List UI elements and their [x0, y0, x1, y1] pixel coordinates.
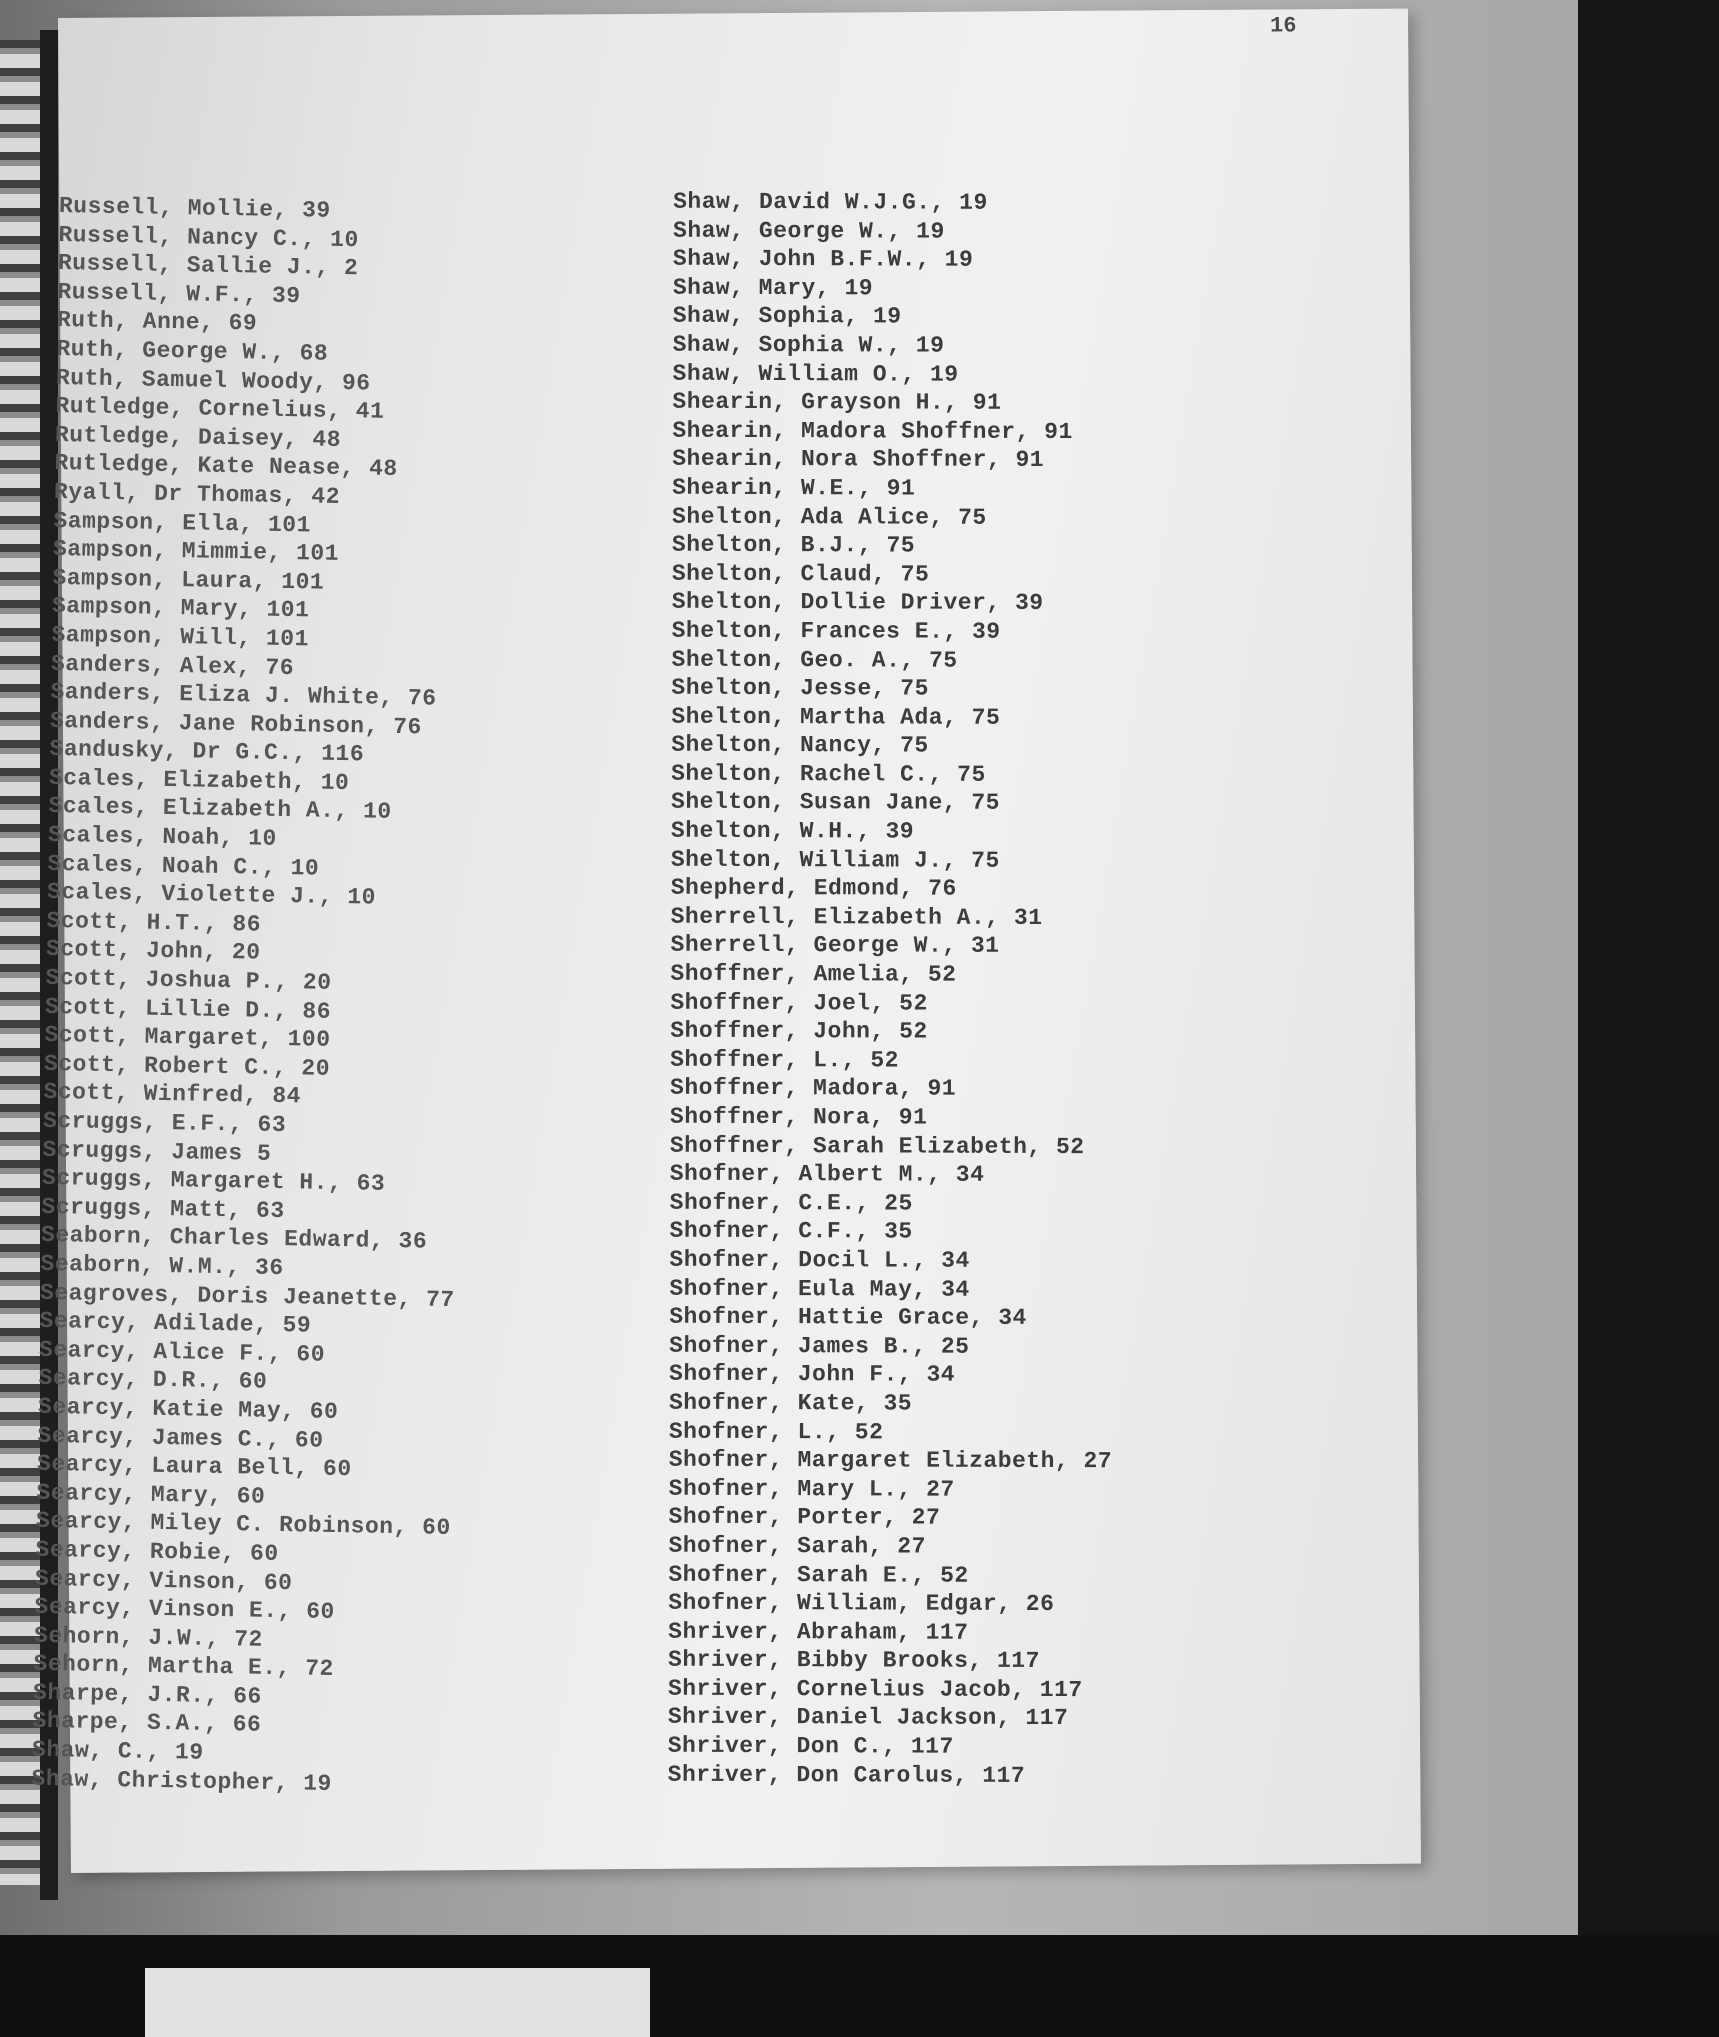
index-entry: Shaw, David W.J.G., 19	[673, 188, 988, 216]
index-entry: Russell, Mollie, 39	[58, 192, 331, 224]
index-entry: Shofner, Sarah, 27	[668, 1532, 926, 1560]
index-entry: Sehorn, Martha E., 72	[33, 1651, 335, 1683]
index-entry: Sampson, Ella, 101	[53, 507, 312, 538]
index-entry: Shriver, Don C., 117	[667, 1732, 954, 1760]
index-entry: Scott, Winfred, 84	[43, 1079, 302, 1110]
index-entry: Scruggs, Matt, 63	[41, 1193, 285, 1224]
index-entry: Shofner, Margaret Elizabeth, 27	[668, 1446, 1113, 1475]
index-entry: Shaw, John B.F.W., 19	[672, 245, 974, 273]
index-entry: Scott, John, 20	[45, 936, 261, 967]
index-entry: Shofner, L., 52	[668, 1418, 884, 1445]
index-entry: Shaw, Christopher, 19	[31, 1765, 333, 1797]
index-entry: Shearin, Nora Shoffner, 91	[672, 446, 1045, 474]
index-entry: Sampson, Will, 101	[51, 621, 310, 653]
index-entry: Shofner, John F., 34	[669, 1361, 956, 1389]
index-entry: Shofner, Docil L., 34	[669, 1246, 970, 1274]
document-page	[31, 9, 1421, 1873]
index-entry: Sharpe, J.R., 66	[32, 1679, 263, 1710]
index-entry: Scruggs, James 5	[42, 1136, 272, 1167]
index-entry: Ruth, George W., 68	[56, 335, 329, 367]
index-entry: Sanders, Alex, 76	[50, 650, 295, 681]
index-entry: Scott, Lillie D., 86	[44, 993, 332, 1025]
index-entry: Sherrell, Elizabeth A., 31	[670, 903, 1043, 931]
index-entry: Searcy, Laura Bell, 60	[36, 1450, 352, 1483]
index-entry: Shriver, Bibby Brooks, 117	[668, 1646, 1040, 1675]
index-entry: Sherrell, George W., 31	[670, 932, 1000, 960]
index-entry: Seagroves, Doris Jeanette, 77	[39, 1279, 455, 1313]
index-entry: Shriver, Abraham, 117	[668, 1618, 969, 1646]
index-entry: Shaw, George W., 19	[673, 217, 945, 245]
index-entry: Sampson, Mimmie, 101	[52, 536, 340, 568]
index-entry: Shoffner, L., 52	[670, 1046, 900, 1074]
index-entry: Scruggs, E.F., 63	[42, 1107, 287, 1139]
index-entry: Searcy, D.R., 60	[38, 1365, 268, 1396]
index-entry: Shofner, Porter, 27	[668, 1504, 941, 1531]
index-entry: Scales, Violette J., 10	[46, 879, 377, 911]
index-entry: Searcy, Alice F., 60	[38, 1336, 326, 1368]
index-entry: Shelton, Geo. A., 75	[671, 646, 958, 674]
index-entry: Shoffner, Joel, 52	[670, 989, 928, 1017]
index-entry: Shofner, William, Edgar, 26	[668, 1589, 1055, 1618]
index-entry: Ruth, Anne, 69	[56, 307, 258, 337]
index-entry: Shaw, Sophia W., 19	[672, 331, 945, 359]
index-entry: Rutledge, Daisey, 48	[54, 421, 342, 453]
index-entry: Sharpe, S.A., 66	[32, 1708, 262, 1739]
index-entry: Shoffner, Madora, 91	[670, 1075, 957, 1103]
bottom-card	[145, 1968, 650, 2037]
index-entry: Scruggs, Margaret H., 63	[41, 1165, 386, 1198]
index-entry: Sanders, Eliza J. White, 76	[50, 679, 437, 712]
index-entry: Shelton, Frances E., 39	[671, 617, 1001, 645]
index-entry: Scales, Elizabeth A., 10	[48, 793, 392, 826]
index-entry: Shaw, William O., 19	[672, 360, 959, 388]
index-entry: Shelton, Rachel C., 75	[671, 760, 986, 788]
index-entry: Scott, Margaret, 100	[44, 1022, 331, 1054]
index-entry: Scott, Robert C., 20	[43, 1050, 331, 1082]
index-entry: Searcy, Mary, 60	[36, 1479, 266, 1510]
index-entry: Shofner, Albert M., 34	[669, 1160, 985, 1188]
index-entry: Russell, Nancy C., 10	[58, 221, 360, 253]
index-entry: Shelton, Jesse, 75	[671, 674, 929, 702]
index-entry: Shelton, Nancy, 75	[671, 731, 929, 759]
index-entry: Scott, Joshua P., 20	[45, 964, 332, 996]
index-entry: Searcy, Vinson E., 60	[34, 1593, 336, 1626]
index-entry: Shelton, Ada Alice, 75	[672, 503, 987, 531]
index-entry: Shriver, Don Carolus, 117	[667, 1761, 1026, 1789]
index-entry: Shriver, Cornelius Jacob, 117	[667, 1675, 1083, 1704]
index-entry: Shearin, W.E., 91	[672, 474, 916, 502]
index-entry: Shaw, C., 19	[31, 1736, 204, 1766]
index-entry: Shoffner, Nora, 91	[669, 1103, 928, 1131]
index-entry: Sampson, Laura, 101	[52, 564, 325, 596]
index-entry: Shofner, Eula May, 34	[669, 1275, 970, 1303]
index-entry: Scott, H.T., 86	[46, 907, 262, 938]
index-entry: Shoffner, John, 52	[670, 1017, 928, 1045]
index-entry: Sampson, Mary, 101	[51, 593, 310, 624]
index-entry: Scales, Elizabeth, 10	[48, 764, 350, 797]
index-entry: Shofner, Mary L., 27	[668, 1475, 955, 1503]
index-column-right	[668, 188, 1117, 1791]
index-entry: Ryall, Dr Thomas, 42	[53, 478, 341, 510]
index-entry: Searcy, Robie, 60	[35, 1536, 279, 1567]
index-entry: Searcy, Vinson, 60	[34, 1565, 293, 1596]
index-entry: Shofner, C.E., 25	[669, 1189, 913, 1217]
index-entry: Shaw, Mary, 19	[672, 274, 874, 302]
index-entry: Russell, Sallie J., 2	[57, 250, 359, 282]
index-entry: Shelton, William J., 75	[670, 846, 1000, 874]
index-entry: Shriver, Daniel Jackson, 117	[667, 1704, 1069, 1732]
index-entry: Scales, Noah C., 10	[47, 850, 320, 882]
index-entry: Sanders, Jane Robinson, 76	[49, 707, 423, 741]
index-entry: Seaborn, W.M., 36	[40, 1250, 284, 1282]
index-entry: Shelton, B.J., 75	[671, 531, 916, 559]
index-entry: Searcy, Katie May, 60	[37, 1393, 339, 1425]
index-entry: Sandusky, Dr G.C., 116	[49, 736, 365, 768]
index-entry: Shearin, Grayson H., 91	[672, 388, 1002, 417]
index-entry: Rutledge, Kate Nease, 48	[54, 450, 398, 483]
index-column-left	[31, 192, 474, 1800]
index-entry: Shofner, C.F., 35	[669, 1218, 913, 1245]
index-entry: Shelton, Susan Jane, 75	[671, 789, 1001, 817]
index-entry: Shelton, Claud, 75	[671, 560, 930, 588]
index-entry: Shofner, Sarah E., 52	[668, 1561, 969, 1589]
index-entry: Shelton, W.H., 39	[670, 817, 915, 845]
index-entry: Shaw, Sophia, 19	[672, 303, 902, 330]
index-entry: Shoffner, Amelia, 52	[670, 960, 957, 988]
index-entry: Russell, W.F., 39	[57, 278, 301, 310]
index-entry: Sehorn, J.W., 72	[33, 1622, 264, 1653]
index-entry: Ruth, Samuel Woody, 96	[55, 364, 371, 397]
index-entry: Shepherd, Edmond, 76	[670, 874, 957, 902]
index-entry: Seaborn, Charles Edward, 36	[40, 1222, 428, 1255]
index-entry: Shofner, Kate, 35	[668, 1389, 913, 1417]
index-entry: Shoffner, Sarah Elizabeth, 52	[669, 1132, 1085, 1160]
index-entry: Shearin, Madora Shoffner, 91	[672, 417, 1073, 445]
dark-background-right	[1578, 0, 1719, 2037]
index-entry: Rutledge, Cornelius, 41	[55, 393, 385, 425]
index-entry: Shofner, Hattie Grace, 34	[669, 1303, 1027, 1332]
index-entry: Shofner, James B., 25	[669, 1332, 970, 1360]
page-number: 16	[1269, 13, 1297, 39]
index-entry: Shelton, Martha Ada, 75	[671, 703, 1001, 731]
index-entry: Searcy, Miley C. Robinson, 60	[35, 1508, 451, 1542]
index-entry: Scales, Noah, 10	[47, 821, 278, 852]
index-entry: Shelton, Dollie Driver, 39	[671, 589, 1044, 617]
index-entry: Searcy, Adilade, 59	[39, 1307, 312, 1339]
index-entry: Searcy, James C., 60	[37, 1422, 324, 1454]
